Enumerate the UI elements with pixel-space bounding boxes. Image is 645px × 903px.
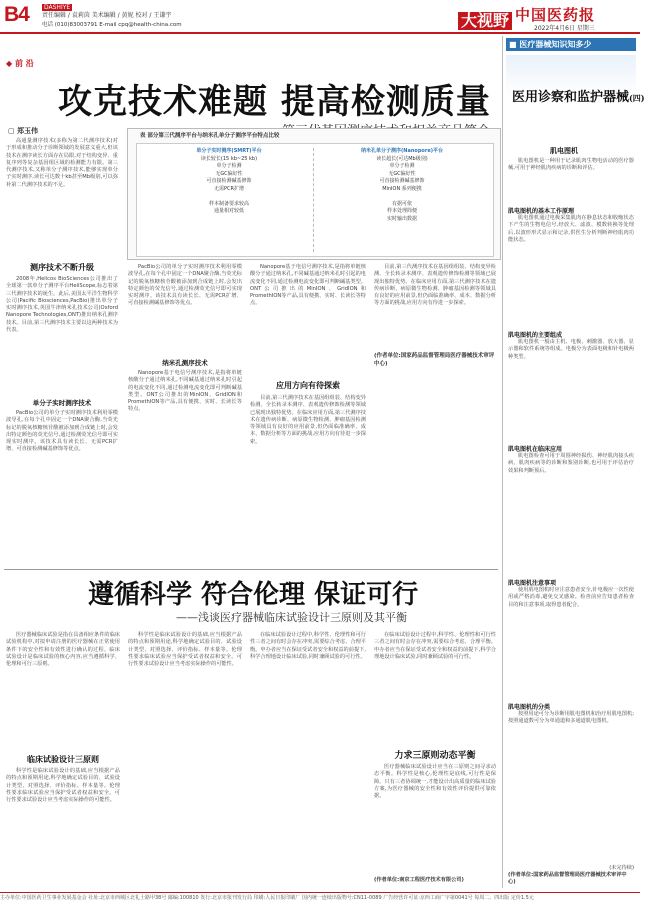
- article2-lead: 医疗器械临床试验是指在具备相应条件的临床试验机构中,对拟申请注册的医疗器械在正常使用条件下的安全性和有效性进行确认的过程。临床试验设计是临床试验的核心内容,应当遵循科学、伦理和可行三原则。: [6, 632, 120, 668]
- sidebar-text-types: 按照用途可分为诊断用肌电图机和治疗用肌电图机;按照通道数可分为单通道和多通道肌电图机。: [508, 711, 634, 725]
- article2-subtitle: ——浅谈医疗器械临床试验设计三原则及其平衡: [176, 611, 407, 624]
- figure-cell: 样本制备要求较高: [208, 200, 249, 207]
- section-heading-smrt: 单分子实时测序技术: [32, 399, 92, 407]
- article1-section2-text: PacBio公司的单分子实时测序技术利用零模波导孔,在每个孔中固定一个DNA聚合酶,当荧光标记的脱氧核糖核苷酸被添加到合成链上时,会发出特定颜色的荧光信号,通过检测荧光信号即可实现实时测序。该技术具有读长长、无需PCR扩增、可直接检测碱基修饰等优点。: [6, 410, 118, 453]
- article1-section4-text: 目前,第三代测序技术在基因组组装、结构变异检测、全长转录本测序、表观遗传修饰检测等领域已展现出独特优势。在临床应用方面,第三代测序技术在遗传病诊断、病原微生物检测、肿瘤基因检测等领域具有良好的应用前景,但仍面临准确率、成本、数据分析等方面的挑战,应用方向有待进一步探索。: [250, 395, 366, 445]
- article1-col3-text: Nanopore基于电信号测序技术,是指将单链核酸分子通过纳米孔,不同碱基通过纳米孔时引起的电流变化不同,通过检测电流变化即可判断碱基类型。ONT公司推出的MinION、GridION和PromethION等产品,具有便携、实时、长读长等特点。: [250, 264, 366, 307]
- figure-cell: 有据可依: [391, 200, 412, 207]
- article1-col2-text: PacBio公司的单分子实时测序技术利用零模波导孔,在每个孔中固定一个DNA聚合酶,当荧光标记的脱氧核糖核苷酸被添加到合成链上时,会发出特定颜色的荧光信号,通过检测荧光信号即可实现实时测序。该技术具有读长长、无需PCR扩增、可直接检测碱基修饰等优点。: [128, 264, 242, 307]
- header-rule: [0, 32, 640, 34]
- section-name: 大视野: [458, 12, 512, 30]
- figure-col-smrt-head: 单分子实时测序(SMRT)平台: [196, 148, 262, 154]
- article2-col2-text: 科学性是临床试验设计的基础,应当根据产品的特点和预期用途,科学地确定试验目的、试验设计类型、对照选择、评价指标、样本量等。伦理性要求临床试验应当保护受试者权益和安全。可行性要求试验设计应当考虑实际操作的可能性。: [128, 632, 242, 668]
- article2-col4-text: 在临床试验设计过程中,科学性、伦理性和可行性三者之间有时会存在冲突,需要综合考虑、合理平衡。申办者应当在保证受试者安全和权益的前提下,科学合理地设计临床试验,同时兼顾试验的可行性。: [374, 632, 496, 660]
- page-footer: 主办单位:中国医药卫生事业发展基金会 社址:北京市西城区北礼士路甲38号 邮编:100810 发行:北京市报刊发行局 印刷:人民日报印刷厂 国内统一连续出版物号:CN11-0089 广告经营许可证:京西工商广字第0041号 每周二、四出版 定价1.5元: [0, 892, 640, 901]
- sidebar-heading-notes: 肌电图机注意事项: [508, 580, 557, 587]
- edition-label: DASHIYE: [44, 4, 71, 11]
- article1-author-note: (作者单位:国家药品监督管理局医疗器械技术审评中心): [374, 353, 495, 367]
- sidebar-title: 医用诊察和监护器械(四): [512, 90, 645, 105]
- article1-intro: 高通量测序技术(多称为第二代测序技术)对于形成和推动分子诊断领域的发展意义重大,但该技术在测序读长方面存在局限,对于结构变异、重复序列等复杂基因组区域的检测能力有限。第三代测序技术,又称单分子测序技术,能够实现单分子实时测序,读长可达数十kb甚至Mb级别,可以弥补第二代测序技术的不足。: [6, 138, 118, 188]
- figure-cell: MinION 系列便携: [382, 185, 422, 192]
- article2-section3-text: 医疗器械临床试验设计应当在三原则之间寻求动态平衡。科学性是核心,伦理性是底线,可行性是保障。只有三者协调统一,才能设计出高质量的临床试验方案,为医疗器械的安全性和有效性评价提供可靠依据。: [374, 764, 496, 800]
- article-divider: [4, 569, 498, 570]
- figure-cell: 读长超长(可达Mb级别): [376, 155, 428, 162]
- figure-cell: [317, 193, 487, 201]
- issue-date: 2022年4月6日 星期三: [534, 25, 595, 32]
- sidebar-continued: (未完待续): [609, 865, 634, 871]
- staff-credits: 责任编辑 / 袁莉茵 美术编辑 / 黄妮 校对 / 王谦宇: [42, 12, 172, 19]
- sidebar-column-label: ■ 医疗器械知识知多少: [506, 38, 636, 51]
- sidebar-text-notes: 使用肌电图机时应注意患者安全,针电极应一次性使用或严格消毒,避免交叉感染。检查前应告知患者检查目的和注意事项,取得患者配合。: [508, 587, 634, 608]
- page-number: B4: [4, 3, 29, 26]
- article1-byline: ▢ 郑玉伟: [8, 127, 39, 135]
- sidebar-text-components: 肌电图机一般由主机、电极、刺激器、放大器、显示器和软件系统等组成。电极分为表面电极和针电极两种类型。: [508, 339, 634, 360]
- square-icon: ■: [509, 40, 517, 49]
- article2-author-note: (作者单位:南京工程医疗技术有限公司): [374, 877, 464, 883]
- sidebar-divider: [502, 36, 503, 888]
- sidebar-heading-types: 肌电图机的分类: [508, 704, 551, 711]
- comparison-figure: [127, 128, 501, 260]
- figure-cell: 样本处理简便: [386, 208, 417, 214]
- figure-cell: 读长较长(15 kb~25 kb): [200, 155, 258, 162]
- figure-cell: 通量相对较低: [213, 208, 244, 214]
- article1-title: 攻克技术难题 提高检测质量: [58, 82, 491, 122]
- sidebar-intro: 肌电图机是一种用于记录肌肉生物电活动的医疗器械,可用于神经肌肉疾病的诊断和评估。: [508, 158, 634, 172]
- figure-col-smrt: [145, 148, 314, 252]
- figure-cell: 实时输出数据: [386, 215, 417, 222]
- section-heading-balance: 力求三原则动态平衡: [394, 751, 476, 761]
- article1-section3-text: Nanopore基于电信号测序技术,是指将单链核酸分子通过纳米孔,不同碱基通过纳米孔时引起的电流变化不同,通过检测电流变化即可判断碱基类型。ONT公司推出的MinION、GridION和PromethION等产品,具有便携、实时、长读长等特点。: [128, 370, 242, 413]
- diamond-icon: ◆: [6, 59, 13, 68]
- sidebar-text-principle: 肌电图机通过电极采集肌肉在静息状态和收缩状态下产生的生物电信号,经放大、滤波、模数转换等处理后,以波形形式显示和记录,供医生分析判断神经肌肉功能状态。: [508, 215, 634, 243]
- section-heading-tech: 测序技术不断升级: [30, 263, 94, 272]
- figure-cell: 无GC偏好性: [388, 170, 416, 177]
- paper-logo: 中国医药报: [515, 6, 596, 24]
- contact-info: 电话 (010)83003791 E-mail cpq@health-china.com: [42, 22, 182, 28]
- figure-cell: 无GC偏好性: [215, 170, 243, 177]
- section-heading-principles: 临床试验设计三原则: [27, 755, 99, 764]
- article1-section1-text: 2008年,Helicos BioSciences公司推出了全球第一款单分子测序平台HeliScope,标志着第三代测序技术的诞生。此后,美国太平洋生物科学公司(Pacific Biosciences,PacBio)推出单分子实时测序技术,英国牛津纳米孔技术公司(Oxford Nanopore Technologies,ONT)推出纳米孔测序技术。目前,第三代测序技术主要以这两种技术为代表。: [6, 276, 118, 334]
- figure-col-nanopore-head: 纳米孔单分子测序(Nanopore)平台: [361, 148, 443, 154]
- section-heading-nanopore: 纳米孔测序技术: [162, 359, 208, 367]
- figure-caption: 表 部分第三代测序平台与纳米孔单分子测序平台特点比较: [140, 133, 280, 139]
- sidebar-heading-components: 肌电图机的主要组成: [508, 332, 563, 339]
- article2-section1-text: 科学性是临床试验设计的基础,应当根据产品的特点和预期用途,科学地确定试验目的、试验设计类型、对照选择、评价指标、样本量等。伦理性要求临床试验应当保护受试者权益和安全。可行性要求试验设计应当考虑实际操作的可能性。: [6, 768, 120, 804]
- figure-cell: 单分子检测: [389, 163, 415, 169]
- article2-col3-text: 在临床试验设计过程中,科学性、伦理性和可行性三者之间有时会存在冲突,需要综合考虑、合理平衡。申办者应当在保证受试者安全和权益的前提下,科学合理地设计临床试验,同时兼顾试验的可行性。: [250, 632, 366, 660]
- figure-cell: 无需PCR扩增: [214, 185, 244, 192]
- figure-cell: 可直接检测碱基修饰: [379, 178, 425, 184]
- sidebar-text-clinical: 肌电图检查可用于周围神经损伤、神经肌肉接头疾病、肌肉疾病等的诊断和鉴别诊断,也可用于评估治疗效果和判断预后。: [508, 453, 634, 474]
- figure-col-nanopore: [317, 148, 487, 252]
- sidebar-author-unit: (作者单位:国家药品监督管理局医疗器械技术审评中心): [508, 872, 627, 885]
- article-kicker: ◆ 前 沿: [6, 59, 34, 68]
- figure-cell: 可直接检测碱基修饰: [206, 178, 252, 184]
- figure-cell: [145, 193, 313, 201]
- section-heading-application: 应用方向有待探索: [276, 381, 340, 390]
- sidebar-subheading: 肌电图机: [550, 147, 578, 155]
- figure-cell: 单分子检测: [216, 163, 242, 169]
- article1-col4-text: 目前,第三代测序技术在基因组组装、结构变异检测、全长转录本测序、表观遗传修饰检测等领域已展现出独特优势。在临床应用方面,第三代测序技术在遗传病诊断、病原微生物检测、肿瘤基因检测等领域具有良好的应用前景,但仍面临准确率、成本、数据分析等方面的挑战,应用方向有待进一步探索。: [374, 264, 496, 307]
- square-icon: ▢: [8, 127, 15, 135]
- article2-title: 遵循科学 符合伦理 保证可行: [88, 580, 419, 610]
- sidebar-heading-clinical: 肌电图机在临床应用: [508, 446, 563, 453]
- sidebar-heading-principle: 肌电图机的基本工作原理: [508, 208, 575, 215]
